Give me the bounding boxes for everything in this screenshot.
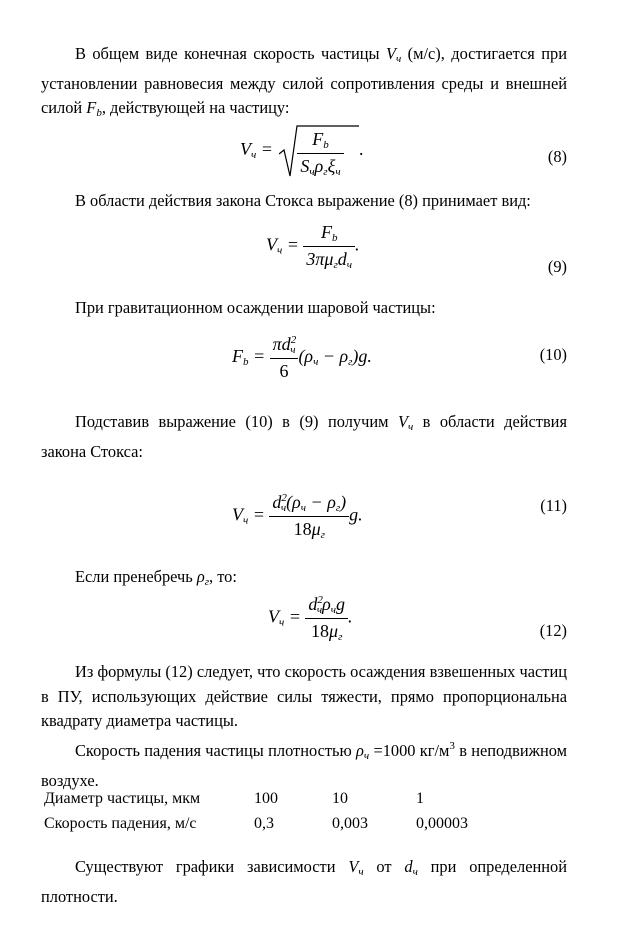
paragraph-fall-speed: Скорость падения частицы плотностью $\rho_ч =1000$ $кг/м^3$ в неподвижном воздухе. bbox=[41, 740, 567, 790]
speed-table bbox=[44, 788, 496, 838]
table-cell: 0,3 bbox=[254, 815, 274, 832]
equation-12: $V_ч$ = $\frac{d^2_ч\rho_чg}{18\mu_г}$ . bbox=[268, 594, 353, 643]
table-row-label: Диаметр частицы, мкм bbox=[44, 790, 201, 807]
equation-9: $V_ч$ = $\frac{F_b}{3\pi\mu_гd_ч}$ . bbox=[266, 222, 360, 271]
equation-number-11: (11) bbox=[540, 496, 567, 515]
table-cell: 0,003 bbox=[332, 815, 368, 832]
paragraph-intro: В общем виде конечная скорость частицы $V_ч$ (м/с), достигается при установлении равновесия между силой сопротивления среды и внешней силой $F_b$, действующей на частицу: bbox=[41, 44, 567, 119]
equation-11: $V_ч$ = $\frac{d^2_ч(\rho_ч - \rho_г)}{18\mu_г}$ g. bbox=[232, 492, 363, 541]
paragraph-substitute: Подставив выражение (10) в (9) получим $V_ч$ в области действия закона Стокса: bbox=[41, 412, 567, 461]
paragraph-graphs: Существуют графики зависимости $V_ч$ от $d_ч$ при определенной плотности. bbox=[41, 857, 568, 906]
paragraph-neglect: Если пренебречь $\rho_г$, то: bbox=[75, 567, 237, 588]
equation-number-9: (9) bbox=[547, 257, 567, 276]
table-row-label: Скорость падения, м/с bbox=[44, 815, 197, 832]
equation-number-12: (12) bbox=[539, 621, 567, 640]
equation-number-8: (8) bbox=[547, 147, 567, 166]
equation-number-10: (10) bbox=[539, 345, 567, 364]
table-row bbox=[44, 813, 496, 838]
paragraph-gravity: При гравитационном осаждении шаровой частицы: bbox=[75, 298, 436, 317]
table-cell: 10 bbox=[332, 790, 348, 807]
equation-8: $V_ч$ = $F_b$ $S_ч\rho_г\xi_ч$ . bbox=[240, 124, 364, 178]
paragraph-conclusion: Из формулы (12) следует, что скорость осаждения взвешенных частиц в ПУ, использующих действие силы тяжести, прямо пропорциональна квадрату диаметра частицы. bbox=[41, 662, 567, 730]
table-cell: 100 bbox=[254, 790, 278, 807]
table-cell: 0,00003 bbox=[416, 815, 468, 832]
table-row bbox=[44, 788, 496, 813]
table-cell: 1 bbox=[416, 790, 424, 807]
paragraph-stokes: В области действия закона Стокса выражение (8) принимает вид: bbox=[75, 191, 531, 210]
equation-10: $F_b$ = $\frac{\pi d^2_ч}{6}$ $(\rho_ч - \rho_г)g$. bbox=[232, 334, 372, 381]
